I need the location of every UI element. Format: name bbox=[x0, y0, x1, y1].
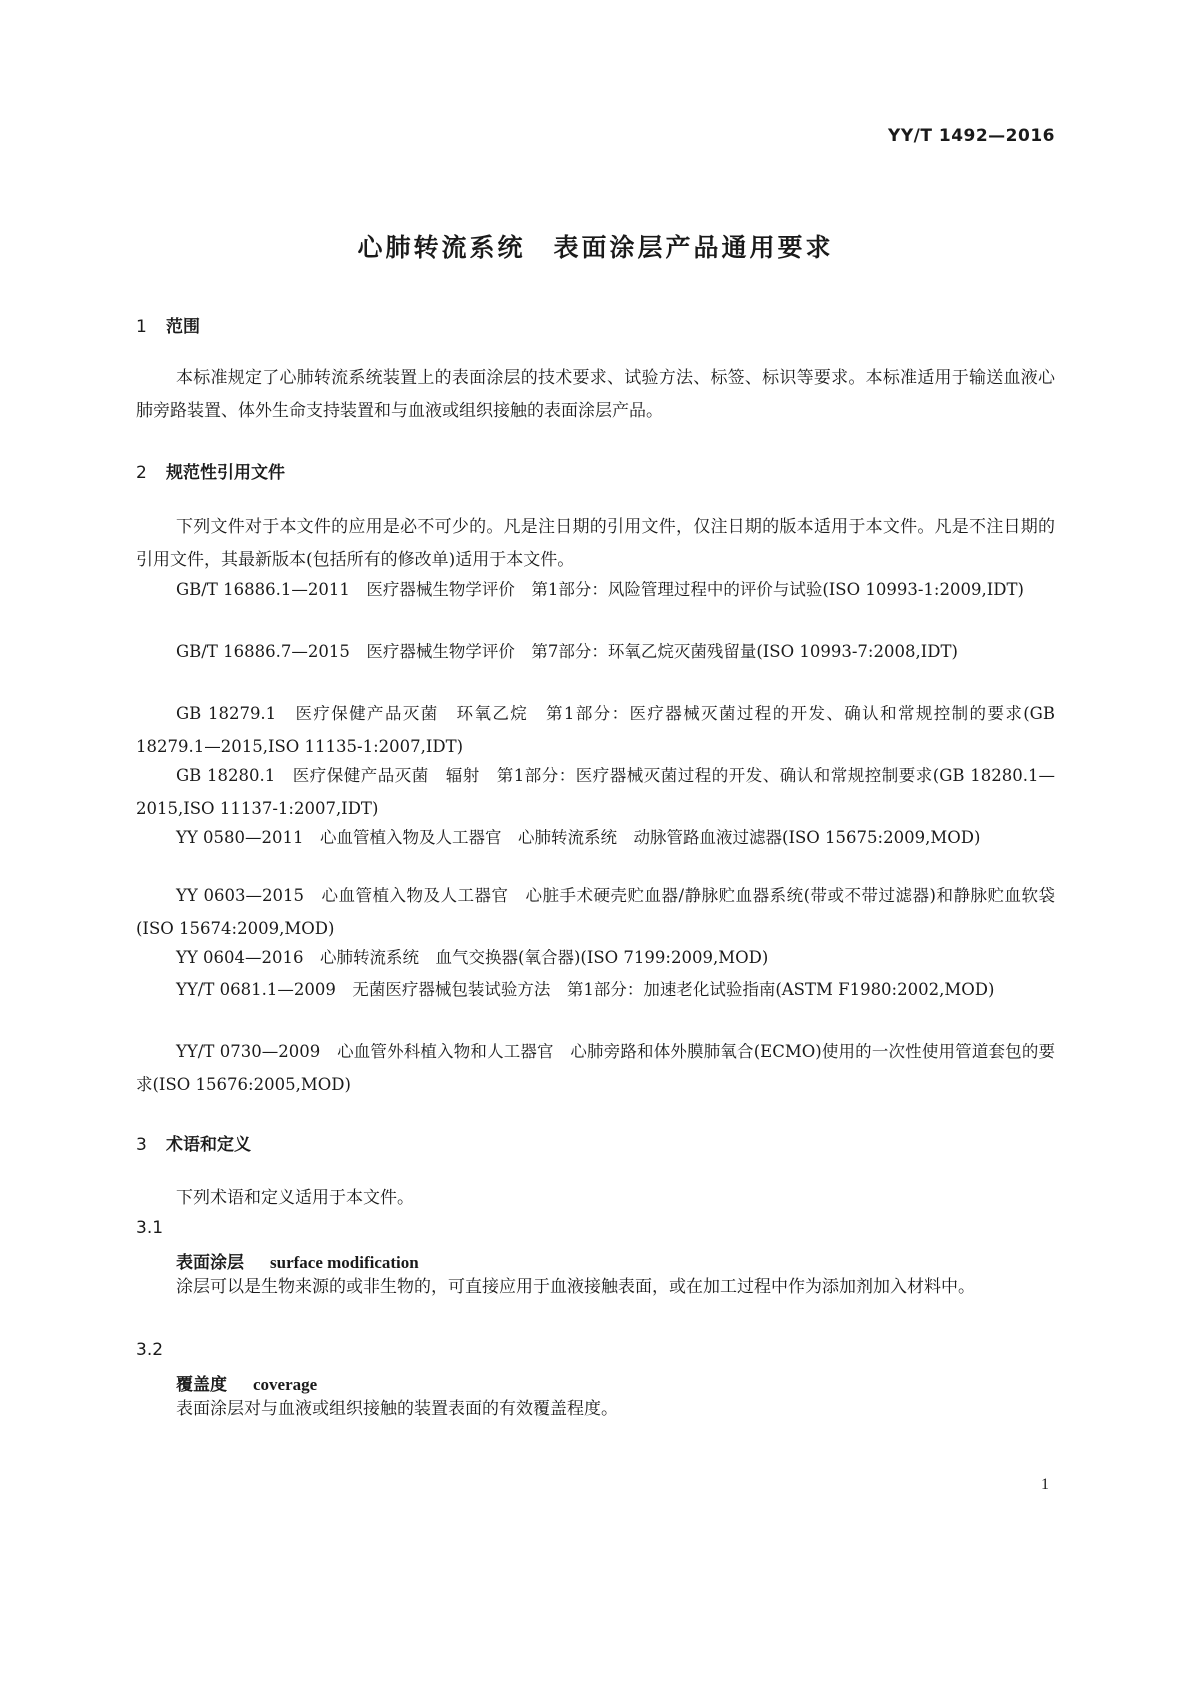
term-number: 3.1 bbox=[136, 1218, 164, 1238]
reference-item: GB 18279.1 医疗保健产品灭菌 环氧乙烷 第1部分：医疗器械灭菌过程的开发、确认和常规控制的要求(GB 18279.1—2015,ISO 11135-1:2007,IDT) bbox=[136, 704, 1055, 756]
section-title: 规范性引用文件 bbox=[166, 463, 285, 483]
section-3-intro: 下列术语和定义适用于本文件。 bbox=[176, 1188, 414, 1208]
reference-item: YY 0603—2015 心血管植入物及人工器官 心脏手术硬壳贮血器/静脉贮血器系统(带或不带过滤器)和静脉贮血软袋(ISO 15674:2009,MOD) bbox=[136, 886, 1055, 938]
term-en: surface modification bbox=[270, 1253, 419, 1272]
section-title: 范围 bbox=[166, 317, 200, 337]
section-2-heading bbox=[136, 458, 285, 483]
reference-item: YY 0604—2016 心肺转流系统 血气交换器(氧合器)(ISO 7199:2009,MOD) bbox=[176, 948, 769, 967]
section-title: 术语和定义 bbox=[166, 1135, 251, 1155]
term-heading bbox=[176, 1370, 317, 1395]
term-zh: 覆盖度 bbox=[176, 1375, 227, 1395]
reference-item: YY/T 0681.1—2009 无菌医疗器械包装试验方法 第1部分：加速老化试验指南(ASTM F1980:2002,MOD) bbox=[176, 980, 995, 999]
term-en: coverage bbox=[253, 1375, 318, 1394]
term-zh: 表面涂层 bbox=[176, 1253, 244, 1273]
page-number: 1 bbox=[1041, 1476, 1049, 1493]
section-number: 1 bbox=[136, 317, 147, 337]
reference-item: YY/T 0730—2009 心血管外科植入物和人工器官 心肺旁路和体外膜肺氧合(ECMO)使用的一次性使用管道套包的要求(ISO 15676:2005,MOD) bbox=[136, 1042, 1055, 1094]
section-3-heading bbox=[136, 1130, 251, 1155]
reference-item: GB/T 16886.7—2015 医疗器械生物学评价 第7部分：环氧乙烷灭菌残留量(ISO 10993-7:2008,IDT) bbox=[176, 642, 958, 661]
term-definition: 涂层可以是生物来源的或非生物的，可直接应用于血液接触表面，或在加工过程中作为添加剂加入材料中。 bbox=[176, 1277, 975, 1297]
section-1-body: 本标准规定了心肺转流系统装置上的表面涂层的技术要求、试验方法、标签、标识等要求。本标准适用于输送血液心肺旁路装置、体外生命支持装置和与血液或组织接触的表面涂层产品。 bbox=[136, 368, 1055, 421]
document-code: YY/T 1492—2016 bbox=[888, 126, 1055, 146]
section-number: 2 bbox=[136, 463, 147, 483]
section-number: 3 bbox=[136, 1135, 147, 1155]
document-title: 心肺转流系统 表面涂层产品通用要求 bbox=[357, 233, 834, 262]
reference-item: GB/T 16886.1—2011 医疗器械生物学评价 第1部分：风险管理过程中的评价与试验(ISO 10993-1:2009,IDT) bbox=[176, 580, 1024, 599]
section-2-intro: 下列文件对于本文件的应用是必不可少的。凡是注日期的引用文件，仅注日期的版本适用于本文件。凡是不注日期的引用文件，其最新版本(包括所有的修改单)适用于本文件。 bbox=[136, 517, 1055, 570]
term-heading bbox=[176, 1248, 419, 1273]
reference-item: YY 0580—2011 心血管植入物及人工器官 心肺转流系统 动脉管路血液过滤器(ISO 15675:2009,MOD) bbox=[176, 828, 981, 847]
term-number: 3.2 bbox=[136, 1340, 164, 1360]
section-1-heading bbox=[136, 312, 200, 337]
reference-item: GB 18280.1 医疗保健产品灭菌 辐射 第1部分：医疗器械灭菌过程的开发、确认和常规控制要求(GB 18280.1—2015,ISO 11137-1:2007,IDT) bbox=[136, 766, 1055, 818]
term-definition: 表面涂层对与血液或组织接触的装置表面的有效覆盖程度。 bbox=[176, 1399, 618, 1419]
